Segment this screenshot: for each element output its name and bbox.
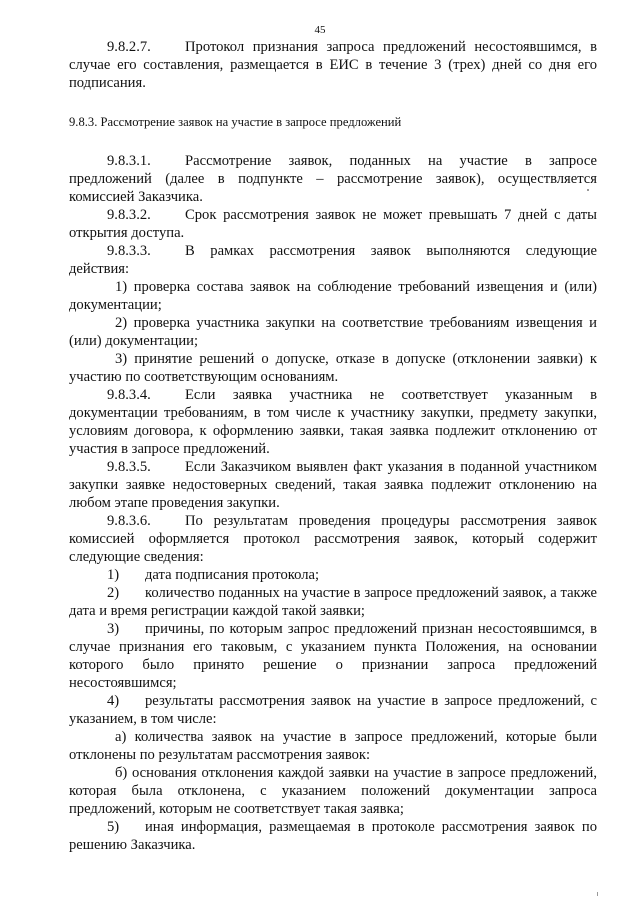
paragraph-number: 9.8.3.2. xyxy=(107,207,151,223)
paragraph-text: В рамках рассмотрения заявок выполняются следующие действия: xyxy=(69,243,597,277)
list-text: результаты рассмотрения заявок на участие в запросе предложений, с указанием, в том числе: xyxy=(69,693,597,727)
list-text: иная информация, размещаемая в протоколе рассмотрения заявок по решению Заказчика. xyxy=(69,819,597,853)
list-number: 3) xyxy=(107,621,120,637)
list-subitem: б) основания отклонения каждой заявки на участие в запросе предложений, которая была отклонена, с указанием положений документации запроса предложений, которым не соответствует такая заявка; xyxy=(69,765,597,817)
paragraph-text: Срок рассмотрения заявок не может превышать 7 дней с даты открытия доступа. xyxy=(69,207,597,241)
list-item xyxy=(69,692,597,728)
paragraph-9-8-2-7 xyxy=(69,38,597,92)
paragraph-9-8-3-4 xyxy=(69,386,597,458)
list-item xyxy=(69,584,597,620)
paragraph-number: 9.8.3.3. xyxy=(107,243,151,259)
list-subitem: а) количества заявок на участие в запросе предложений, которые были отклонены по результатам рассмотрения заявок: xyxy=(69,729,597,763)
list-item: 3) принятие решений о допуске, отказе в допуске (отклонении заявки) к участию по соответствующим основаниям. xyxy=(69,351,597,385)
paragraph-number: 9.8.3.1. xyxy=(107,153,151,169)
list-text: дата подписания протокола; xyxy=(145,567,320,583)
paragraph-number: 9.8.3.6. xyxy=(107,513,151,529)
scan-speck xyxy=(597,892,598,896)
page-number: 45 xyxy=(314,24,326,36)
list-text: количество поданных на участие в запросе предложений заявок, а также дата и время регистрации каждой такой заявки; xyxy=(69,585,597,619)
paragraph-9-8-3-3 xyxy=(69,242,597,278)
list-item xyxy=(69,620,597,692)
list-number: 4) xyxy=(107,693,120,709)
scan-speck xyxy=(587,189,589,191)
paragraph-number: 9.8.3.5. xyxy=(107,459,151,475)
section-heading: 9.8.3. Рассмотрение заявок на участие в запросе предложений xyxy=(69,115,402,129)
paragraph-text: Если Заказчиком выявлен факт указания в поданной участником закупки заявке недостоверных сведений, такая заявка подлежит отклонению на любом этапе проведения закупки. xyxy=(69,459,597,511)
list-number: 1) xyxy=(107,567,120,583)
paragraph-text: Рассмотрение заявок, поданных на участие в запросе предложений (далее в подпункте – рассмотрение заявок), осуществляется комиссией Заказчика. xyxy=(69,153,597,205)
paragraph-text: Протокол признания запроса предложений несостоявшимся, в случае его составления, размещается в ЕИС в течение 3 (трех) дней со дня его подписания. xyxy=(69,39,597,91)
list-item xyxy=(69,566,597,584)
paragraph-text: Если заявка участника не соответствует указанным в документации требованиям, в том числе к участнику закупки, предмету закупки, условиям договора, к оформлению заявки, такая заявка подлежит отклонению от участия в запросе предложений. xyxy=(69,387,597,457)
paragraph-text: По результатам проведения процедуры рассмотрения заявок комиссией оформляется протокол рассмотрения заявок, который содержит следующие сведения: xyxy=(69,513,597,565)
paragraph-9-8-3-6 xyxy=(69,512,597,566)
paragraph-9-8-3-1 xyxy=(69,152,597,206)
paragraph-9-8-3-2 xyxy=(69,206,597,242)
paragraph-9-8-3-5 xyxy=(69,458,597,512)
list-text: причины, по которым запрос предложений признан несостоявшимся, в случае признания его таковым, с указанием пункта Положения, на основании которого было принято решение о признании запроса предложений несостоявшимся; xyxy=(69,621,597,691)
list-item: 1) проверка состава заявок на соблюдение требований извещения и (или) документации; xyxy=(69,279,597,313)
list-number: 5) xyxy=(107,819,120,835)
list-item: 2) проверка участника закупки на соответствие требованиям извещения и (или) документации; xyxy=(69,315,597,349)
paragraph-number: 9.8.3.4. xyxy=(107,387,151,403)
list-item xyxy=(69,818,597,854)
list-number: 2) xyxy=(107,585,120,601)
paragraph-number: 9.8.2.7. xyxy=(107,39,151,55)
page-content xyxy=(69,38,597,854)
